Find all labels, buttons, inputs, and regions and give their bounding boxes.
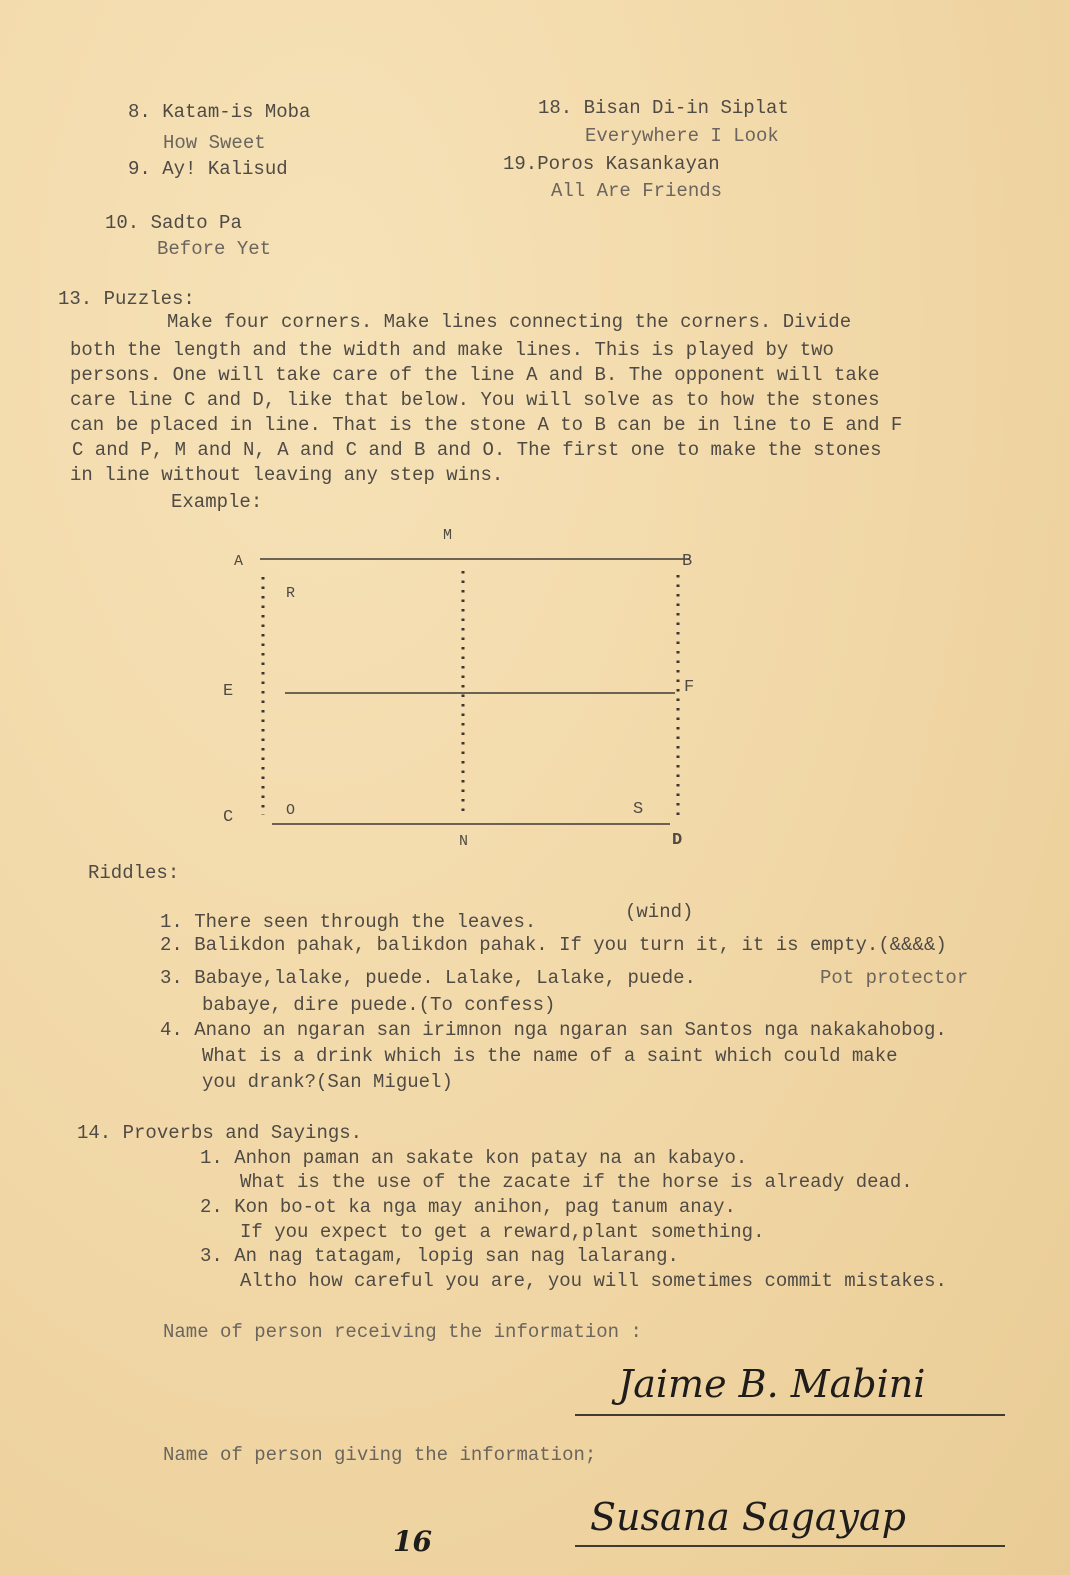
proverb-3-original: An nag tatagam, lopig san nag lalarang. [234,1245,679,1267]
song-18-text: Bisan Di-in Siplat [583,97,789,119]
riddle-3-line-2: babaye, dire puede.(To confess) [202,994,556,1016]
puzzle-line: can be placed in line. That is the stone A to B can be in line to E and F [70,414,903,436]
riddle-4-num: 4. [160,1019,183,1041]
proverb-1 [200,1146,747,1170]
song-9-title [128,157,288,181]
label-s: S [633,800,644,819]
puzzle-line: Make four corners. Make lines connecting the corners. Divide [167,311,852,333]
giver-signature: Susana Sagayap [590,1495,906,1539]
riddle-2-text: Balikdon pahak, balikdon pahak. If you turn it, it is empty.(&&&&) [194,934,947,956]
proverb-2 [200,1195,736,1219]
song-8-translation: How Sweet [163,132,266,154]
riddle-1 [160,910,536,934]
riddle-4 [160,1018,947,1042]
label-r: R [286,585,296,602]
giver-label: Name of person giving the information; [163,1444,597,1466]
riddle-1-answer: (wind) [625,901,694,923]
label-d: D [672,831,683,850]
puzzle-line: care line C and D, like that below. You will solve as to how the stones [70,389,880,411]
puzzle-line: C and P, M and N, A and C and B and O. The first one to make the stones [72,439,882,461]
song-8-text: Katam-is Moba [162,101,311,123]
song-10-translation: Before Yet [157,238,272,260]
label-n: N [459,833,469,850]
puzzles-heading: 13. Puzzles: [58,288,195,310]
label-o: O [286,802,296,819]
label-f: F [684,678,695,697]
proverb-1-translation: What is the use of the zacate if the horse is already dead. [240,1171,913,1193]
label-e: E [223,682,234,701]
song-9-num: 9. [128,158,151,180]
song-19-text: Poros Kasankayan [537,153,720,175]
riddle-1-text: There seen through the leaves. [194,911,537,933]
proverb-2-translation: If you expect to get a reward,plant something. [240,1221,765,1243]
riddle-2-num: 2. [160,934,183,956]
label-a: A [234,553,244,570]
giver-signature-line [575,1545,1005,1547]
proverb-2-num: 2. [200,1196,223,1218]
song-18-num: 18. [538,97,573,119]
song-18-translation: Everywhere I Look [585,125,779,147]
proverb-3-num: 3. [200,1245,223,1267]
riddle-1-num: 1. [160,911,183,933]
riddle-3-text: Babaye,lalake, puede. Lalake, Lalake, puede. [194,967,696,989]
song-18-title [538,96,789,120]
proverbs-heading: 14. Proverbs and Sayings. [77,1122,363,1144]
proverb-3 [200,1244,679,1268]
puzzle-line: both the length and the width and make lines. This is played by two [70,339,834,361]
receiver-label: Name of person receiving the information : [163,1321,642,1343]
song-8-num: 8. [128,101,151,123]
puzzle-line: persons. One will take care of the line A and B. The opponent will take [70,364,880,386]
page-number: 16 [393,1525,432,1558]
proverb-1-original: Anhon paman an sakate kon patay na an kabayo. [234,1147,748,1169]
song-19-title [503,152,720,176]
proverb-1-num: 1. [200,1147,223,1169]
song-10-text: Sadto Pa [150,212,242,234]
song-10-num: 10. [105,212,140,234]
song-9-text: Ay! Kalisud [162,158,288,180]
riddle-4-text: Anano an ngaran san irimnon nga ngaran san Santos nga nakakahobog. [194,1019,947,1041]
label-m: M [443,527,453,544]
riddles-heading: Riddles: [88,862,180,884]
label-b: B [682,552,693,571]
song-8-title [128,100,310,124]
riddle-4-line-3: you drank?(San Miguel) [202,1071,453,1093]
puzzle-line: in line without leaving any step wins. [70,464,504,486]
example-label: Example: [171,491,263,513]
song-19-num: 19. [503,153,538,175]
proverb-3-translation: Altho how careful you are, you will sometimes commit mistakes. [240,1270,947,1292]
song-10-title [105,211,242,235]
label-c: C [223,808,234,827]
song-19-translation: All Are Friends [551,180,723,202]
riddle-2 [160,933,947,957]
riddle-3 [160,966,696,990]
receiver-signature: Jaime B. Mabini [618,1362,926,1406]
riddle-4-line-2: What is a drink which is the name of a saint which could make [202,1045,898,1067]
riddle-3-num: 3. [160,967,183,989]
riddle-3-answer: Pot protector [820,967,969,989]
receiver-signature-line [575,1414,1005,1416]
proverb-2-original: Kon bo-ot ka nga may anihon, pag tanum anay. [234,1196,736,1218]
puzzle-diagram [200,515,740,855]
